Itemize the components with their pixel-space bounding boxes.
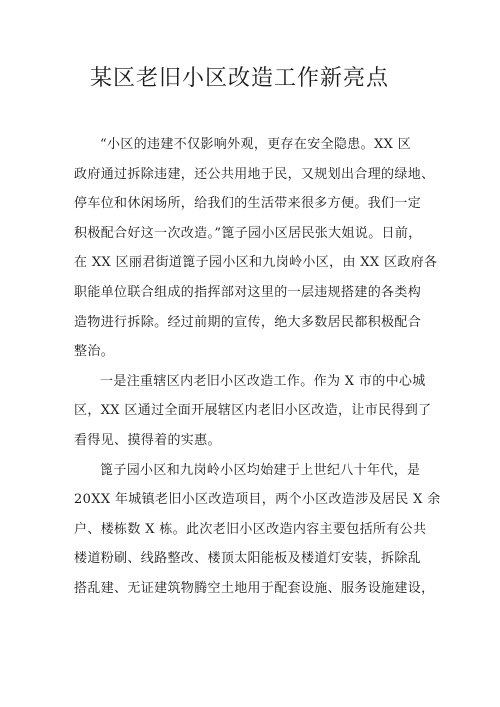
paragraph-3 [74, 456, 440, 604]
paragraph-line: 区，XX 区通过全面开展辖区内老旧小区改造，让市民得到了 [74, 403, 432, 419]
paragraph-line: 20XX 年城镇老旧小区改造项目，两个小区改造涉及居民 X 余 [74, 492, 441, 508]
paragraph-line: 搭乱建、无证建筑物腾空土地用于配套设施、服务设施建设， [74, 580, 435, 596]
paragraph-line: 户、楼栋数 X 栋。此次老旧小区改造内容主要包括所有公共 [74, 521, 427, 537]
paragraph-line: 造物进行拆除。经过前期的宣传，绝大多数居民都积极配合 [74, 314, 422, 330]
paragraph-line: 积极配合好这一次改造。”篦子园小区居民张大姐说。日前， [74, 225, 422, 241]
paragraph-line: 在 XX 区丽君街道篦子园小区和九岗岭小区，由 XX 区政府各 [74, 255, 438, 271]
paragraph-line: “小区的违建不仅影响外观，更存在安全隐患。XX 区 [100, 137, 412, 152]
paragraph-2 [74, 367, 440, 456]
paragraph-line: 楼道粉刷、线路整改、楼顶太阳能板及楼道灯安装，拆除乱 [74, 551, 422, 567]
document-title: 某区老旧小区改造工作新亮点 [90, 66, 390, 91]
paragraph-line: 看得见、摸得着的实惠。 [74, 432, 221, 448]
paragraph-line: 整治。 [74, 344, 115, 360]
paragraph-line: 篦子园小区和九岗岭小区均始建于上世纪八十年代，是 [100, 462, 421, 478]
document-body [74, 130, 440, 604]
paragraph-line: 一是注重辖区内老旧小区改造工作。作为 X 市的中心城 [100, 373, 426, 389]
paragraph-line: 政府通过拆除违建，还公共用地于民，又规划出合理的绿地、 [74, 166, 435, 182]
paragraph-1 [74, 130, 440, 367]
paragraph-line: 停车位和休闲场所，给我们的生活带来很多方便。我们一定 [74, 196, 422, 212]
paragraph-line: 职能单位联合组成的指挥部对这里的一层违规搭建的各类构 [74, 284, 422, 300]
